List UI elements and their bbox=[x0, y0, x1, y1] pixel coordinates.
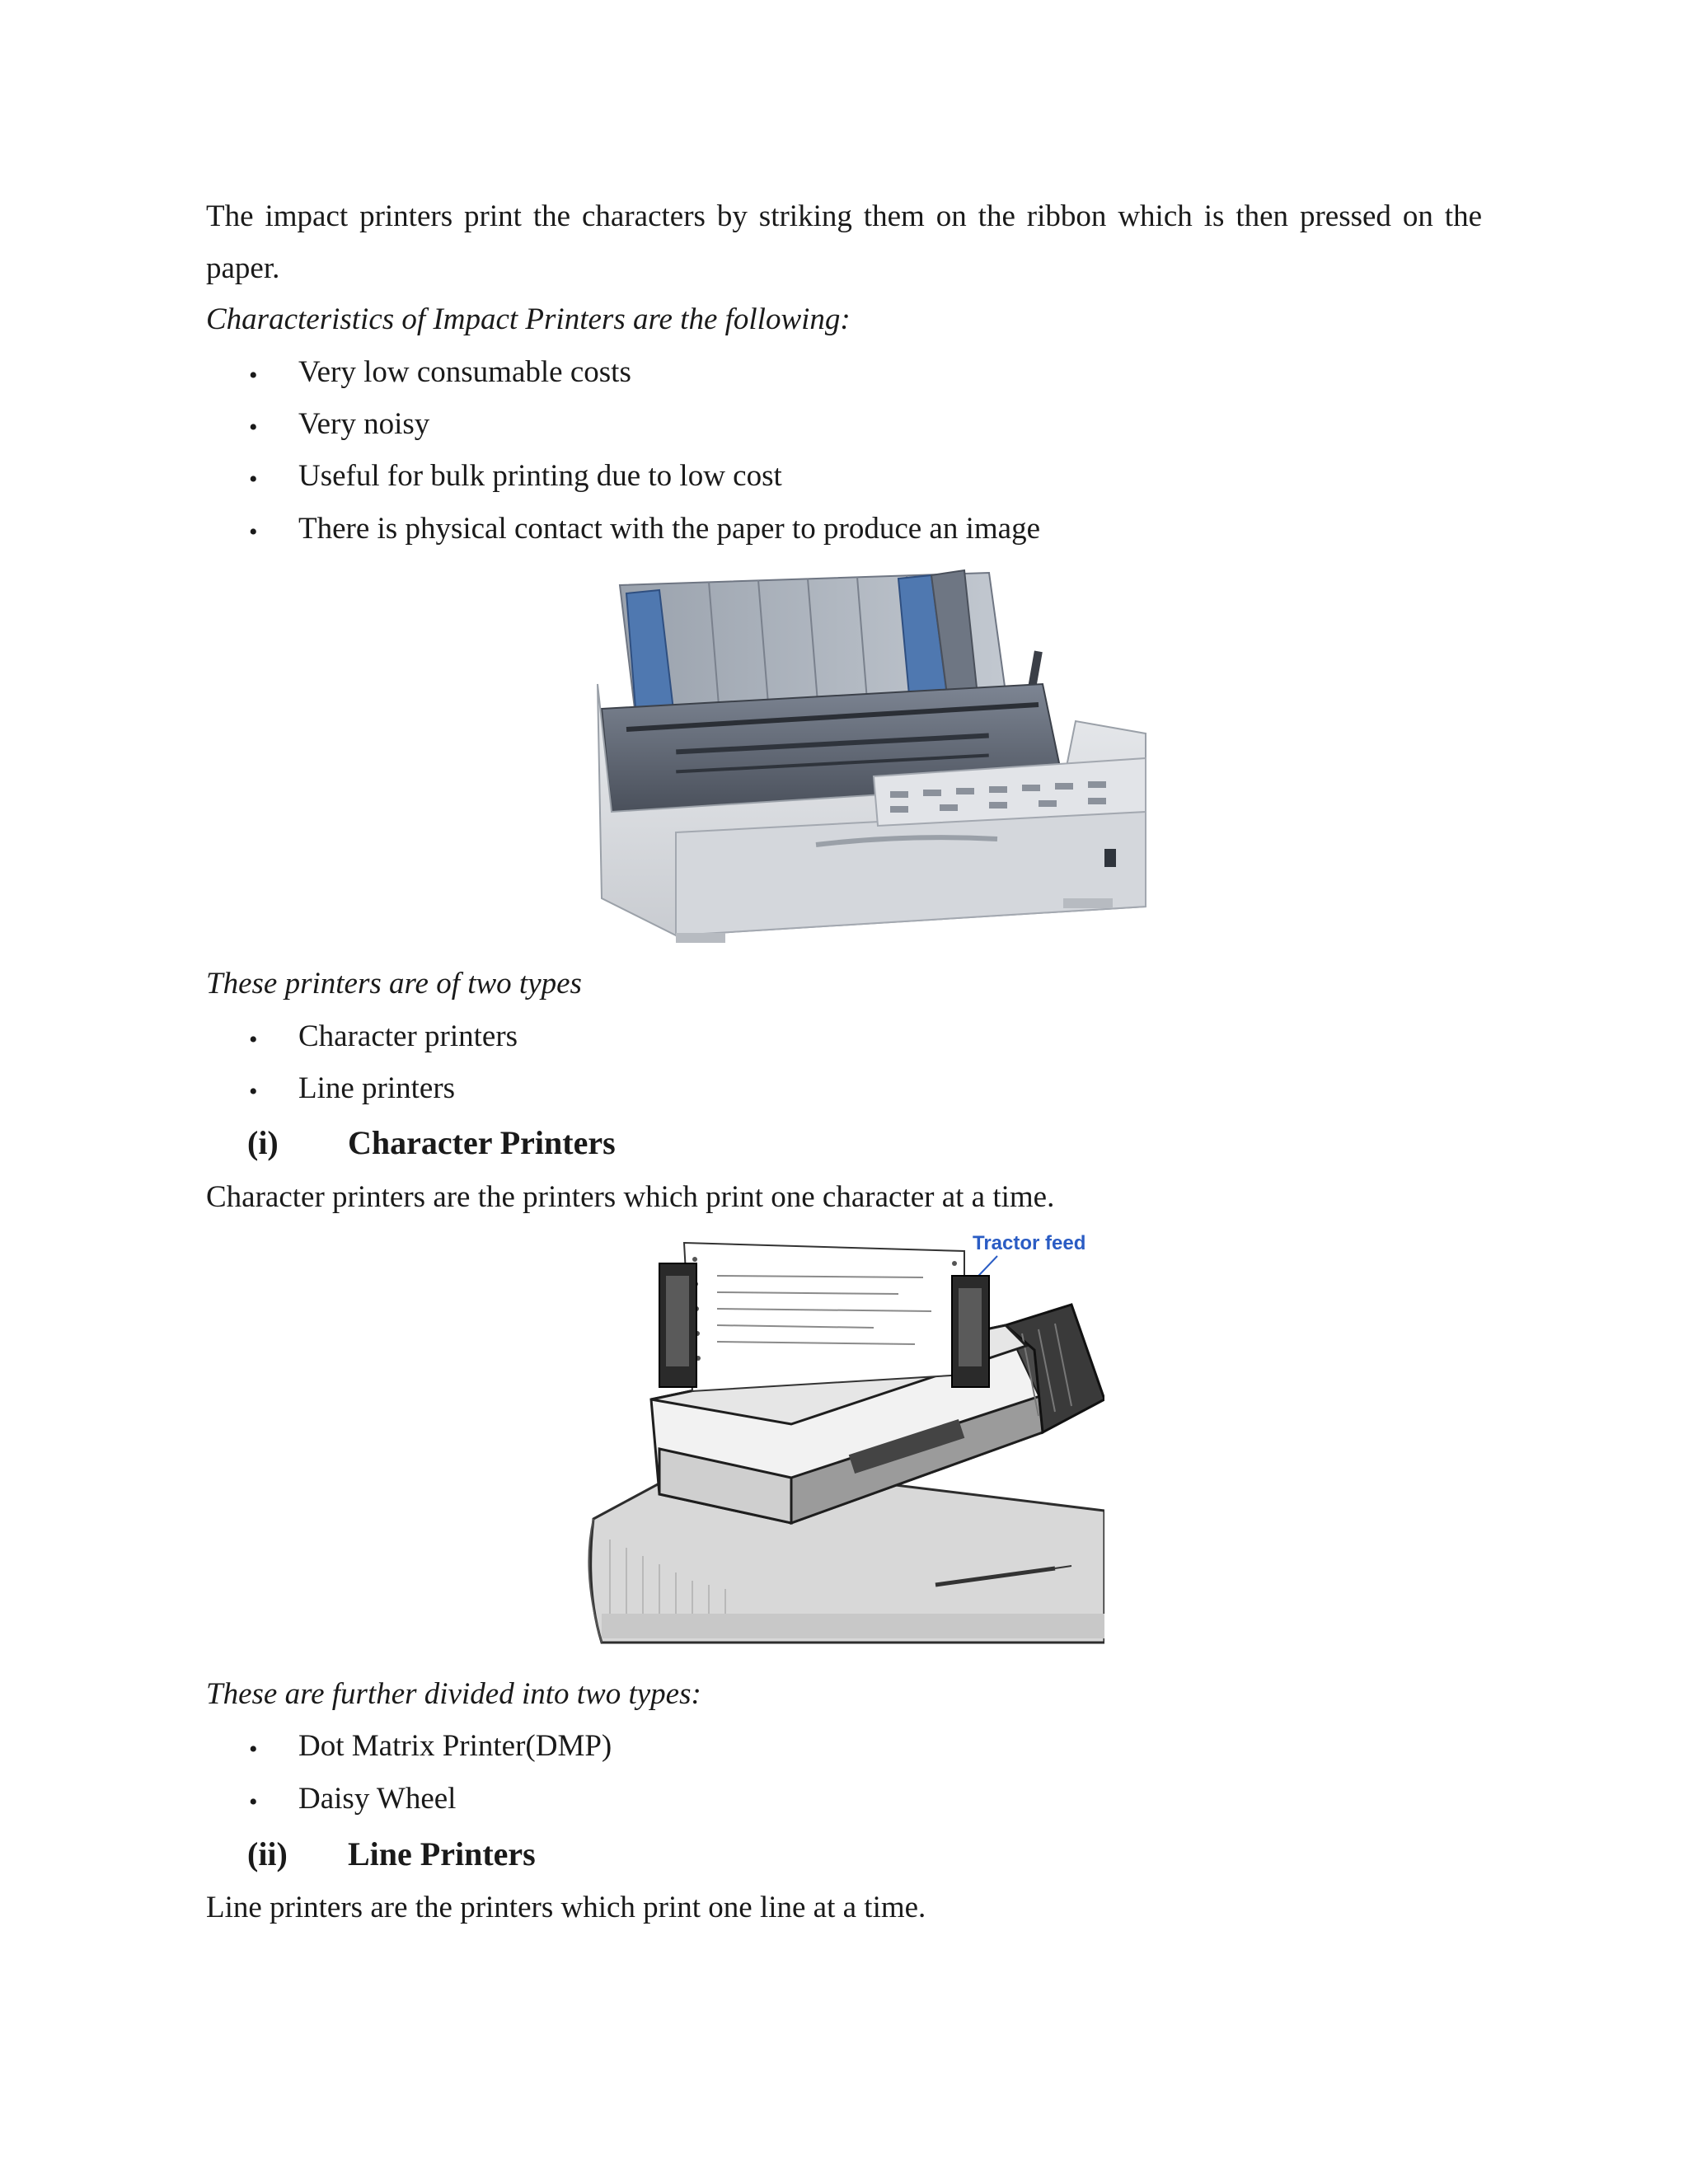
bullet-icon: • bbox=[249, 1736, 258, 1763]
intro-paragraph: The impact printers print the characters by striking them on the ribbon which is then pressed on the paper. bbox=[206, 199, 1482, 285]
tractor-feed-printer-image bbox=[577, 1226, 1104, 1663]
section-number: (i) bbox=[247, 1124, 279, 1161]
section-description: Character printers are the printers which print one character at a time. bbox=[206, 1180, 1055, 1214]
characteristics-heading: Characteristics of Impact Printers are the following: bbox=[206, 302, 851, 336]
subtype-item: Daisy Wheel bbox=[298, 1782, 457, 1816]
characteristic-item: Useful for bulk printing due to low cost bbox=[298, 459, 782, 493]
section-description: Line printers are the printers which print one line at a time. bbox=[206, 1891, 926, 1924]
bullet-icon: • bbox=[249, 1788, 258, 1816]
characteristic-item: There is physical contact with the paper to produce an image bbox=[298, 512, 1040, 546]
bullet-icon: • bbox=[249, 1078, 258, 1105]
type-item: Line printers bbox=[298, 1071, 456, 1105]
section-number: (ii) bbox=[247, 1835, 288, 1872]
characteristic-item: Very noisy bbox=[298, 407, 430, 441]
dot-matrix-printer-image bbox=[577, 560, 1154, 948]
tractor-feed-label: Tractor feed bbox=[973, 1232, 1086, 1254]
types-heading: These printers are of two types bbox=[206, 967, 582, 1001]
bullet-icon: • bbox=[249, 466, 258, 493]
bullet-icon: • bbox=[249, 1026, 258, 1053]
subtype-item: Dot Matrix Printer(DMP) bbox=[298, 1729, 612, 1763]
bullet-icon: • bbox=[249, 414, 258, 441]
type-item: Character printers bbox=[298, 1019, 518, 1053]
section-title: Line Printers bbox=[348, 1835, 536, 1872]
bullet-icon: • bbox=[249, 362, 258, 389]
subtypes-heading: These are further divided into two types: bbox=[206, 1677, 701, 1711]
bullet-icon: • bbox=[249, 518, 258, 546]
characteristic-item: Very low consumable costs bbox=[298, 355, 631, 389]
section-title: Character Printers bbox=[348, 1124, 616, 1161]
